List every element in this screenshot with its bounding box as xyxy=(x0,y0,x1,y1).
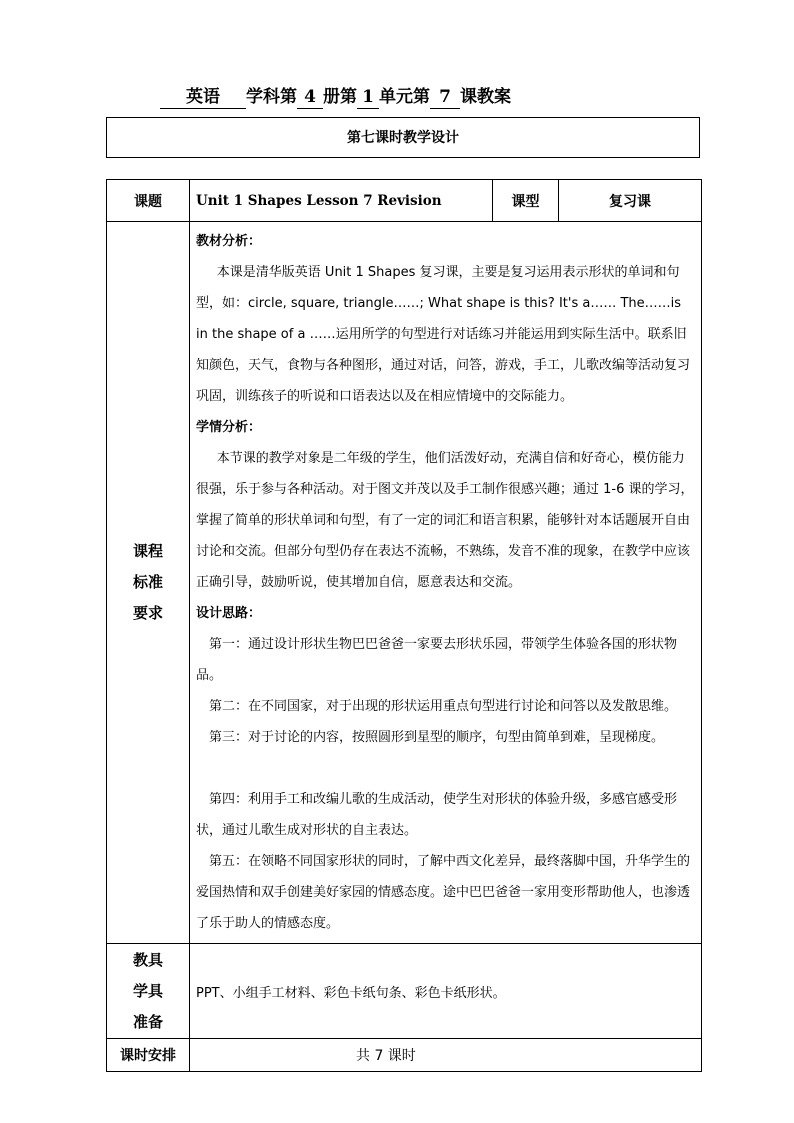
tools-label-line: 准备 xyxy=(132,1012,163,1031)
design-step-2: 第二：在不同国家，对于出现的形状运用重点句型进行讨论和问答以及发散思维。 xyxy=(209,699,678,714)
materials-text: 本课是清华版英语 Unit 1 Shapes 复习课，主要是复习运用表示形状的单词和句型，如：circle, square, triangle……; What shape is this? It's a…… The……is in the shape of a ……运用所学的句型进行对话练习并能运用到实际生活中。联系旧知颜色，天气，食物与各种图形，通过对话，问答，游戏，手工，儿歌改编等活动复习巩固，训练孩子的听说和口语表达以及在相应情境中的交际能力。 xyxy=(196,265,691,404)
requirements-row xyxy=(107,222,702,944)
tools-value: PPT、小组手工材料、彩色卡纸句条、彩色卡纸形状。 xyxy=(190,944,702,1039)
schedule-row xyxy=(107,1039,702,1072)
schedule-value: 共 7 课时 xyxy=(190,1039,702,1072)
topic-value: Unit 1 Shapes Lesson 7 Revision xyxy=(190,180,493,222)
title-text-3: 单元第 xyxy=(379,87,430,107)
unit-number-field: 1 xyxy=(357,86,379,109)
design-heading: 设计思路： xyxy=(196,606,262,621)
tools-row xyxy=(107,944,702,1039)
tools-label-line: 学具 xyxy=(132,981,163,1000)
lesson-number-field: 7 xyxy=(430,86,460,109)
design-step-3: 第三：对于讨论的内容，按照圆形到星型的顺序，句型由简单到难，呈现梯度。 xyxy=(209,730,665,745)
title-text-4: 课教案 xyxy=(460,87,511,107)
topic-row xyxy=(107,180,702,222)
lesson-plan-title xyxy=(160,84,640,110)
requirements-label xyxy=(107,222,190,944)
title-text-1: 学科第 xyxy=(246,87,297,107)
tools-label xyxy=(107,944,190,1039)
materials-heading: 教材分析： xyxy=(196,234,262,249)
type-label: 课型 xyxy=(493,180,559,222)
design-step-4: 第四：利用手工和改编儿歌的生成活动，使学生对形状的体验升级，多感官感受形状，通过儿歌生成对形状的自主表达。 xyxy=(196,792,678,838)
design-title-box: 第七课时教学设计 xyxy=(106,117,700,158)
requirements-label-line: 课程 xyxy=(132,542,163,560)
subject-field: 英语 xyxy=(160,86,246,109)
schedule-label: 课时安排 xyxy=(107,1039,190,1072)
students-heading: 学情分析： xyxy=(196,420,262,435)
book-number-field: 4 xyxy=(297,86,323,109)
requirements-label-line: 要求 xyxy=(132,604,163,622)
design-step-5: 第五：在领略不同国家形状的同时，了解中西文化差异，最终落脚中国，升华学生的爱国热情和双手创建美好家园的情感态度。途中巴巴爸爸一家用变形帮助他人，也渗透了乐于助人的情感态度。 xyxy=(196,854,691,931)
requirements-label-line: 标准 xyxy=(132,573,163,591)
students-text: 本节课的教学对象是二年级的学生，他们活泼好动，充满自信和好奇心，模仿能力很强，乐于参与各种活动。对于图文并茂以及手工制作很感兴趣；通过 1-6 课的学习，掌握了简单的形状单词和句型，有了一定的词汇和语言积累，能够针对本话题展开自由讨论和交流。但部分句型仍存在表达不流畅，不熟练，发音不准的现象，在教学中应该正确引导，鼓励听说，使其增加自信，愿意表达和交流。 xyxy=(196,451,694,590)
design-step-1: 第一：通过设计形状生物巴巴爸爸一家要去形状乐园，带领学生体验各国的形状物品。 xyxy=(196,637,678,683)
topic-label: 课题 xyxy=(107,180,190,222)
lesson-plan-table xyxy=(106,179,702,1072)
blank-line xyxy=(196,753,695,784)
tools-label-line: 教具 xyxy=(132,950,163,969)
title-text-2: 册第 xyxy=(323,87,357,107)
requirements-content xyxy=(190,222,702,944)
type-value: 复习课 xyxy=(559,180,702,222)
